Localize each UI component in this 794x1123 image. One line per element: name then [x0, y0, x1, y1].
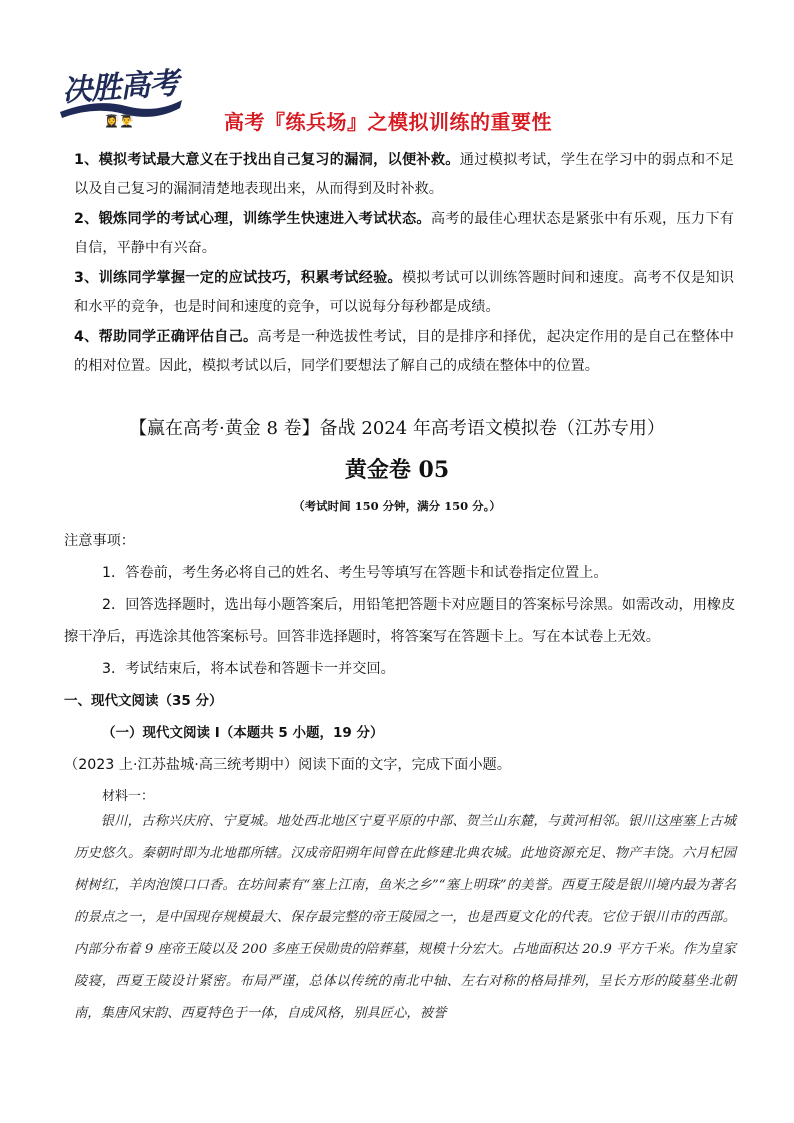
paper-title: 黄金卷 05 [344, 457, 450, 483]
reading-passage [74, 806, 736, 1030]
intro-item: 1、模拟考试最大意义在于找出自己复习的漏洞，以便补救。通过模拟考试，学生在学习中的弱点和不足以及自己复习的漏洞清楚地表现出来，从而得到及时补救。 [74, 152, 734, 197]
notice-item: 1．答卷前，考生务必将自己的姓名、考生号等填写在答题卡和试卷指定位置上。 [102, 565, 608, 581]
notice-item: 3．考试结束后，将本试卷和答题卡一并交回。 [102, 661, 395, 677]
question-source: （2023 上·江苏盐城·高三统考期中）阅读下面的文字，完成下面小题。 [64, 757, 511, 773]
notice-item: 2．回答选择题时，选出每小题答案后，用铅笔把答题卡对应题目的答案标号涂黑。如需改动，用橡皮擦干净后，再选涂其他答案标号。回答非选择题时，将答案写在答题卡上。写在本试卷上无效。 [64, 597, 736, 645]
material-label: 材料一： [102, 789, 155, 804]
subsection-heading: （一）现代文阅读 I（本题共 5 小题，19 分） [102, 725, 384, 741]
students-icon: 👩‍🎓👨‍🎓 [104, 114, 134, 128]
logo-text: 决胜高考 [61, 65, 180, 109]
passage-paragraph: 银川，古称兴庆府、宁夏城。地处西北地区宁夏平原的中部、贺兰山东麓，与黄河相邻。银川这座塞上古城历史悠久。秦朝时即为北地郡所辖。汉成帝阳朔年间曾在此修建北典农城。此地资源充足、物产丰饶。六月杞园树树红，羊肉泡馍口口香。在坊间素有“塞上江南，鱼米之乡”“塞上明珠”的美誉。西夏王陵是银川境内最为著名的景点之一，是中国现存规模最大、保存最完整的帝王陵园之一，也是西夏文化的代表。它位于银川市的西部。内部分布着 9 座帝王陵以及 200 多座王侯勋贵的陪葬墓，规模十分宏大。占地面积达 20.9 平方千米。作为皇家陵寝，西夏王陵设计紧密。布局严谨，总体以传统的南北中轴、左右对称的格局排列，呈长方形的陵墓坐北朝南，集唐风宋韵、西夏特色于一体，自成风格，别具匠心，被誉 [74, 814, 736, 1021]
section-heading: 一、现代文阅读（35 分） [64, 693, 223, 709]
series-title: 【赢在高考·黄金 8 卷】备战 2024 年高考语文模拟卷（江苏专用） [129, 418, 665, 439]
intro-title: 高考『练兵场』之模拟训练的重要性 [224, 110, 552, 134]
intro-item: 4、帮助同学正确评估自己。高考是一种选拔性考试，目的是排序和择优，起决定作用的是自己在整体中的相对位置。因此，模拟考试以后，同学们要想法了解自己的成绩在整体中的位置。 [74, 329, 734, 374]
intro-list [74, 146, 734, 382]
logo [56, 58, 186, 140]
intro-item: 3、训练同学掌握一定的应试技巧，积累考试经验。模拟考试可以训练答题时间和速度。高考不仅是知识和水平的竞争，也是时间和速度的竞争，可以说每分每秒都是成绩。 [74, 270, 734, 315]
intro-item: 2、锻炼同学的考试心理，训练学生快速进入考试状态。高考的最佳心理状态是紧张中有乐观，压力下有自信，平静中有兴奋。 [74, 211, 734, 256]
time-note: （考试时间 150 分钟，满分 150 分。） [293, 499, 501, 513]
exam-instructions [64, 525, 736, 813]
notice-label: 注意事项： [64, 533, 135, 549]
